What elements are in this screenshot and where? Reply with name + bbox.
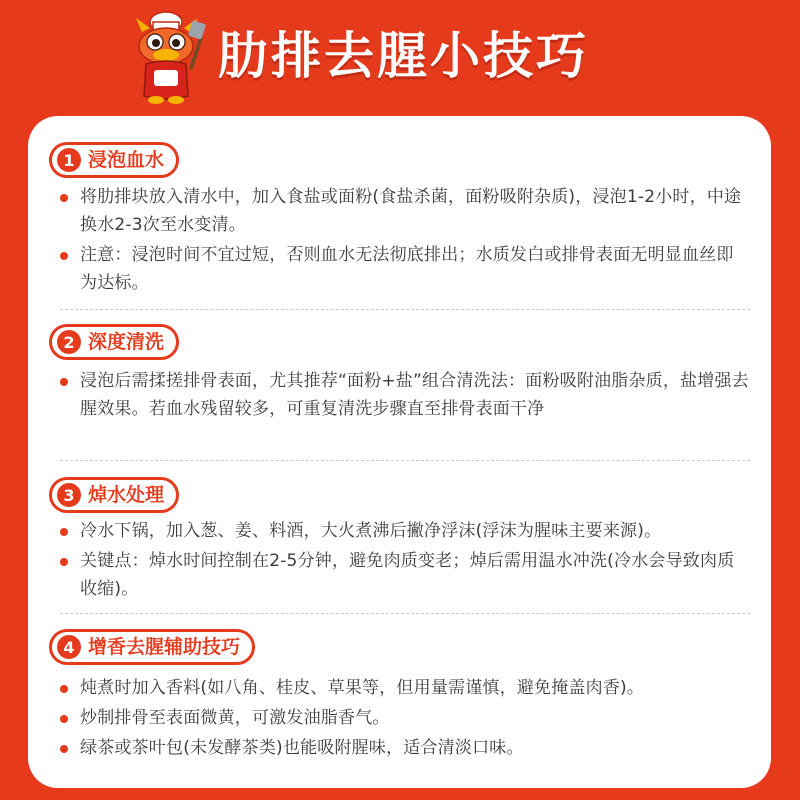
bullet-dot-icon xyxy=(60,715,68,723)
bullet-dot-icon xyxy=(60,745,68,753)
list-item xyxy=(60,674,750,702)
list-item xyxy=(60,183,750,239)
section-title: 深度清洗 xyxy=(88,331,165,353)
section-header xyxy=(49,629,255,665)
list-item xyxy=(60,367,750,423)
bullet-text: 冷水下锅，加入葱、姜、料酒，大火煮沸后撇净浮沫(浮沫为腥味主要来源)。 xyxy=(80,521,662,541)
section-divider xyxy=(60,309,750,310)
bullet-dot-icon xyxy=(60,378,68,386)
bullet-dot-icon xyxy=(60,685,68,693)
list-item xyxy=(60,704,750,732)
tips-card xyxy=(28,116,771,788)
bullet-text: 绿茶或茶叶包(未发酵茶类)也能吸附腥味，适合清淡口味。 xyxy=(80,738,524,758)
list-item xyxy=(60,734,750,762)
bullet-dot-icon xyxy=(60,558,68,566)
section-title: 浸泡血水 xyxy=(88,149,165,171)
section-header xyxy=(49,324,179,360)
section-number-badge: 4 xyxy=(57,635,81,659)
section-header xyxy=(49,477,179,513)
section-header xyxy=(49,142,179,178)
bullet-dot-icon xyxy=(60,252,68,260)
list-item xyxy=(60,517,750,545)
page-title: 肋排去腥小技巧 xyxy=(218,27,589,85)
section-title: 焯水处理 xyxy=(88,484,165,506)
bullet-text: 注意：浸泡时间不宜过短，否则血水无法彻底排出；水质发白或排骨表面无明显血丝即为达标。 xyxy=(80,245,734,293)
bullet-text: 炒制排骨至表面微黄，可激发油脂香气。 xyxy=(80,708,390,728)
list-item xyxy=(60,547,750,603)
bullet-text: 关键点：焯水时间控制在2-5分钟，避免肉质变老；焯后需用温水冲洗(冷水会导致肉质收缩)。 xyxy=(80,551,735,599)
section-title: 增香去腥辅助技巧 xyxy=(88,636,241,658)
section-divider xyxy=(60,613,750,614)
section-number-badge: 2 xyxy=(57,330,81,354)
bullet-text: 将肋排块放入清水中，加入食盐或面粉(食盐杀菌，面粉吸附杂质)，浸泡1-2小时，中途换水2-3次至水变清。 xyxy=(80,187,742,235)
bullet-dot-icon xyxy=(60,528,68,536)
header xyxy=(0,0,800,112)
bullet-text: 炖煮时加入香料(如八角、桂皮、草果等，但用量需谨慎，避免掩盖肉香)。 xyxy=(80,678,645,698)
bullet-text: 浸泡后需揉搓排骨表面，尤其推荐“面粉+盐”组合清洗法：面粉吸附油脂杂质，盐增强去腥效果。若血水残留较多，可重复清洗步骤直至排骨表面干净 xyxy=(80,371,749,419)
dragon-chef-mascot-icon xyxy=(128,10,210,106)
section-number-badge: 3 xyxy=(57,483,81,507)
section-divider xyxy=(60,460,750,461)
list-item xyxy=(60,241,750,297)
bullet-dot-icon xyxy=(60,194,68,202)
section-number-badge: 1 xyxy=(57,148,81,172)
